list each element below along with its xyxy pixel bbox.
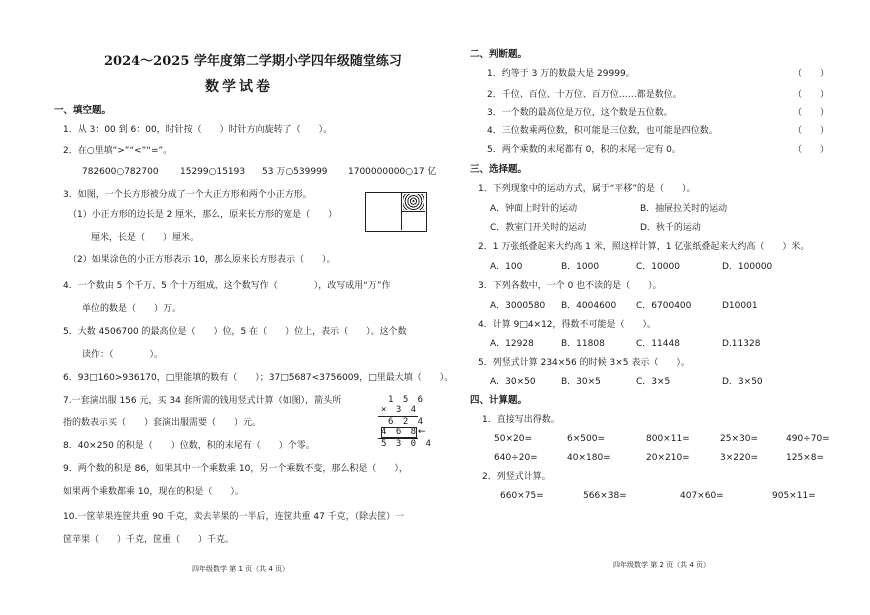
- question-1-8: 8．40×250 的积是（ ）位数，积的末尾有（ ）个零。: [63, 441, 315, 451]
- compare-item-1: 782600○782700: [82, 167, 159, 177]
- choice-4-option-a: A．12928: [490, 339, 534, 349]
- judge-answer-3[interactable]: （ ）: [793, 108, 830, 118]
- choice-3-option-c: C．6700400: [636, 301, 692, 311]
- question-1-6: 6．93□160>936170，□里能填的数有（ ）；37□5687<3756009，□里最大填（ ）。: [63, 373, 454, 383]
- choice-1-option-d: D．秋千的运动: [640, 223, 701, 233]
- oral-calc-1-5: 490÷70=: [786, 434, 830, 444]
- section-fill-blank-heading: 一、填空题。: [54, 105, 112, 116]
- choice-3-option-b: B．4004600: [561, 301, 617, 311]
- shaded-small-square: [403, 194, 424, 210]
- arrow-icon: ←: [418, 427, 426, 437]
- question-1-7b: 指的数表示买（ ）套演出服需要（ ）元。: [63, 418, 262, 428]
- question-1-9b: 如果两个乘数都乘 10，现在的积是（ ）。: [63, 487, 244, 497]
- question-1-1: 1．从 3：00 到 6：00，时针按（ ）时针方向旋转了（ ）。: [63, 125, 333, 135]
- choice-question-2: 2．1 万张纸叠起来大约高 1 米，照这样计算，1 亿张纸叠起来大约高（ ）米。: [478, 242, 810, 252]
- oral-calc-2-4: 3×220=: [720, 453, 758, 463]
- oral-calc-2-2: 40×180=: [567, 453, 611, 463]
- judge-answer-5[interactable]: （ ）: [793, 145, 830, 155]
- choice-2-option-d: D．100000: [722, 262, 773, 272]
- vertical-calc-4: 905×11=: [772, 491, 816, 501]
- choice-question-3: 3．下列各数中，一个 0 也不读的是（ ）。: [478, 281, 662, 291]
- question-1-7a: 7.一套演出服 156 元，买 34 套所需的钱用竖式计算（如图），箭头所: [63, 396, 342, 406]
- vertical-calc-1: 660×75=: [500, 491, 544, 501]
- choice-5-option-a: A．30×50: [490, 377, 536, 387]
- section-judge-heading: 二、判断题。: [470, 49, 528, 60]
- choice-question-1: 1．下列现象中的运动方式，属于“平移”的是（ ）。: [478, 184, 696, 194]
- choice-1-option-c: C．教室门开关时的运动: [490, 223, 587, 233]
- judge-answer-1[interactable]: （ ）: [793, 69, 830, 79]
- question-1-3-1b: 厘米，长是（ ）厘米。: [91, 233, 200, 243]
- exam-title: 2024～2025 学年度第二学期小学四年级随堂练习: [104, 54, 402, 69]
- exam-subtitle: 数学试卷: [205, 79, 273, 95]
- footer-page-2: 四年级数学 第 2 页（共 4 页）: [613, 561, 711, 569]
- judge-item-3: 3．一个数的最高位是万位，这个数是五位数。: [487, 108, 673, 118]
- oral-calc-1-4: 25×30=: [720, 434, 758, 444]
- choice-4-option-c: C．11448: [636, 339, 680, 349]
- calc-row-4: 4 6 8: [381, 427, 419, 437]
- compare-item-3: 53 万○539999: [262, 167, 328, 177]
- judge-item-5: 5．两个乘数的末尾都有 0，积的末尾一定有 0。: [487, 145, 681, 155]
- choice-2-option-a: A．100: [490, 262, 523, 272]
- judge-answer-4[interactable]: （ ）: [793, 126, 830, 136]
- choice-5-option-c: C．3×5: [636, 377, 671, 387]
- choice-4-option-b: B．11808: [561, 339, 605, 349]
- choice-5-option-d: D．3×50: [722, 377, 763, 387]
- oral-calc-2-5: 125×8=: [786, 453, 824, 463]
- choice-question-5: 5．列竖式计算 234×56 的时候 3×5 表示（ ）。: [478, 358, 690, 368]
- question-1-10a: 10.一筐苹果连筐共重 90 千克，卖去苹果的一半后，连筐共重 47 千克，（除去筐）一: [63, 512, 405, 522]
- question-1-5b: 读作：（ ）。: [82, 350, 164, 360]
- choice-1-option-a: A．钟面上时针的运动: [490, 204, 578, 214]
- question-1-5a: 5．大数 4506700 的最高位是（ ）位，5 在（ ）位上，表示（ ）。这个数: [63, 327, 407, 337]
- calc-row-5: 5 3 0 4: [381, 439, 433, 449]
- question-1-4a: 4．一个数由 5 个千万、5 个十万组成，这个数写作（ ），改写成用“万”作: [63, 281, 391, 291]
- question-1-3-1a: （1）小正方形的边长是 2 厘米，那么，原来长方形的宽是（ ）: [68, 210, 338, 220]
- question-1-3-2: （2）如果涂色的小正方形表示 10，那么原来长方形表示（ ）。: [68, 255, 336, 265]
- calc-row-3: 6 2 4: [388, 417, 426, 427]
- choice-2-option-b: B．1000: [561, 262, 600, 272]
- question-1-4b: 单位的数是（ ）万。: [82, 304, 182, 314]
- oral-calc-1-3: 800×11=: [646, 434, 690, 444]
- judge-item-2: 2．千位、百位、十万位、百万位……都是数位。: [487, 90, 682, 100]
- footer-page-1: 四年级数学 第 1 页（共 4 页）: [192, 565, 290, 573]
- compare-item-4: 1700000000○17 亿: [348, 167, 437, 177]
- choice-4-option-d: D.11328: [722, 339, 761, 349]
- choice-1-option-b: B．抽屉拉关时的运动: [640, 204, 728, 214]
- calc-sub-1: 1．直接写出得数。: [482, 415, 560, 425]
- judge-item-4: 4．三位数乘两位数，积可能是三位数，也可能是四位数。: [487, 126, 718, 136]
- calc-sub-2: 2．列竖式计算。: [482, 472, 551, 482]
- oral-calc-2-1: 640÷20=: [494, 453, 538, 463]
- vertical-calc-2: 566×38=: [583, 491, 627, 501]
- question-1-9a: 9．两个数的积是 86，如果其中一个乘数乘 10，另一个乘数不变，那么积是（ ），: [63, 464, 408, 474]
- choice-3-option-a: A．3000580: [490, 301, 546, 311]
- section-calculation-heading: 四、计算题。: [470, 395, 528, 406]
- judge-item-1: 1．约等于 3 万的数最大是 29999。: [487, 69, 635, 79]
- question-1-10b: 筐苹果（ ）千克，筐重（ ）千克。: [63, 535, 235, 545]
- compare-item-2: 15299○15193: [180, 167, 246, 177]
- oral-calc-2-3: 20×210=: [646, 453, 690, 463]
- choice-2-option-c: C．10000: [636, 262, 680, 272]
- judge-answer-2[interactable]: （ ）: [793, 90, 830, 100]
- choice-question-4: 4．计算 9□4×12，得数不可能是（ ）。: [478, 320, 657, 330]
- choice-3-option-d: D10001: [722, 301, 758, 311]
- calc-row-2: × 3 4: [381, 405, 419, 415]
- oral-calc-1-2: 6×500=: [567, 434, 605, 444]
- section-choice-heading: 三、选择题。: [470, 164, 528, 175]
- choice-5-option-b: B．30×5: [561, 377, 601, 387]
- vertical-calc-3: 407×60=: [680, 491, 724, 501]
- question-1-2: 2．在○里填“>”“<”“=”。: [63, 146, 173, 156]
- calc-row-1: 1 5 6: [388, 395, 426, 405]
- oral-calc-1-1: 50×20=: [494, 434, 532, 444]
- question-1-3: 3．如图，一个长方形被分成了一个大正方形和两个小正方形。: [63, 190, 312, 200]
